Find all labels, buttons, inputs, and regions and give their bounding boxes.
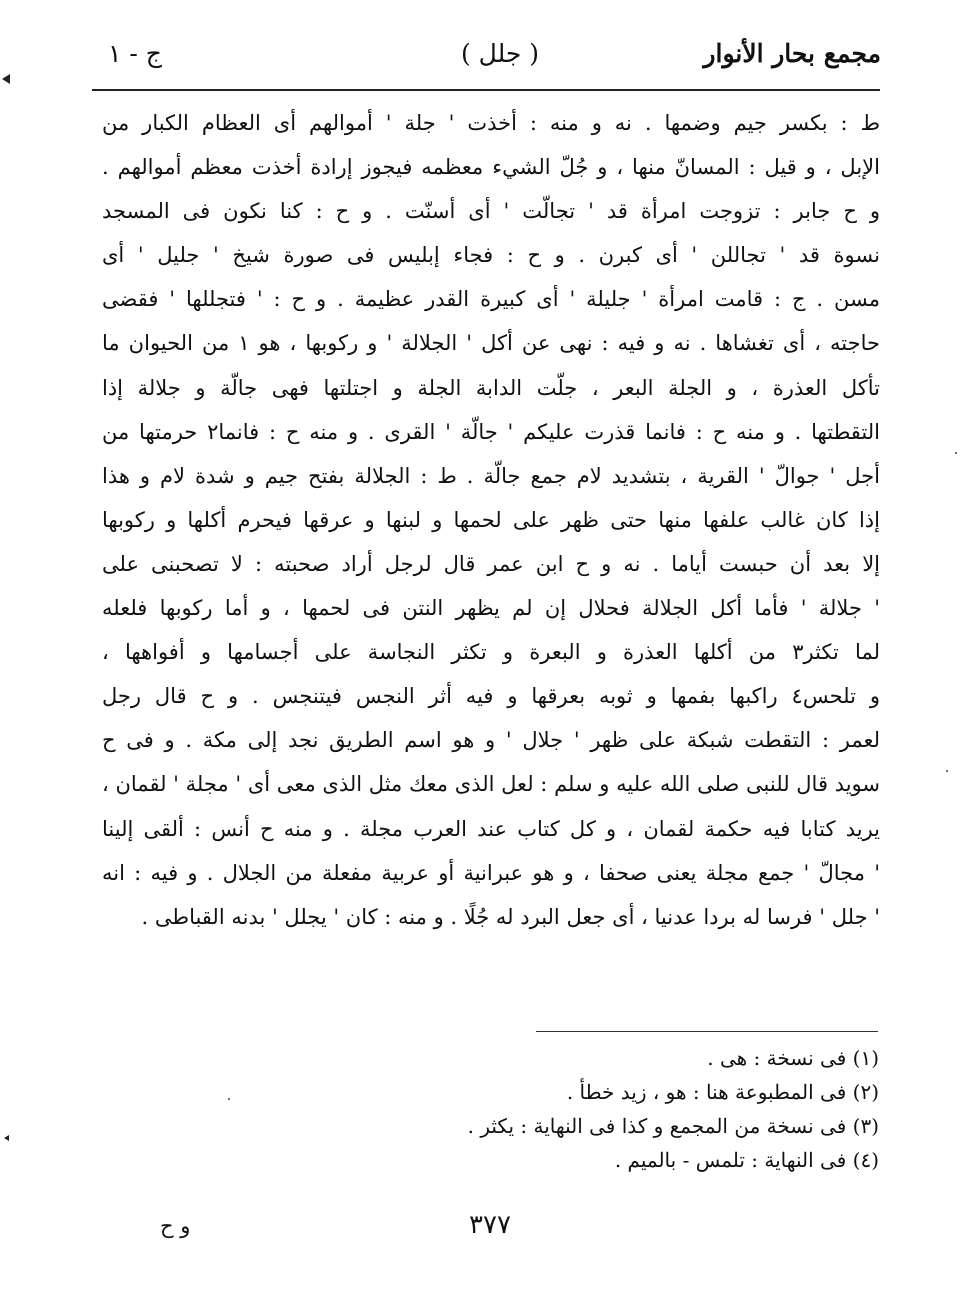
body-line: سويد قال للنبى صلى الله عليه و سلم : لعل الذى معك مثل الذى معى أى ' مجلة ' لقمان ،	[102, 772, 880, 797]
body-line: نسوة قد ' تجاللن ' أى كبرن . و ح : فجاء إبليس فى صورة شيخ ' جليل ' أى	[102, 243, 880, 268]
margin-mark	[2, 74, 10, 84]
page-number: ٣٧٧	[469, 1210, 511, 1240]
body-line: ' مجالّ ' جمع مجلة يعنى صحفا ، و هو عبرانية أو عربية مفعلة من الجلال . و فيه : انه	[102, 860, 880, 885]
body-line: ' جلالة ' فأما أكل الجلالة فحلال إن لم يظهر النتن فى لحمها ، و أما ركوبها فلعله	[102, 596, 880, 621]
footnote: (١) فى نسخة : هى .	[707, 1046, 879, 1070]
entry-heading: ( جلل )	[460, 39, 540, 68]
footnote: (٤) فى النهاية : تلمس - بالميم .	[614, 1148, 879, 1172]
catchword: و ح	[160, 1214, 191, 1238]
volume-number: ج - ١	[108, 39, 162, 68]
body-line: ط : بكسر جيم وضمها . نه و منه : أخذت ' جلة ' أموالهم أى العظام الكبار من	[102, 111, 880, 135]
book-title: مجمع بحار الأنوار	[703, 39, 881, 68]
body-line: التقطتها . و منه ح : فانما قذرت عليكم ' جالّة ' القرى . و منه ح : فانما٢ حرمتها من	[102, 419, 880, 444]
body-line: الإبل ، و قيل : المسانّ منها ، و جُلّ الشيء معظمه فيجوز إرادة أخذت معظم أموالهم .	[102, 155, 880, 180]
body-line: ' جلل ' فرسا له بردا عدنيا ، أى جعل البرد له جُلًا . و منه : كان ' يجلل ' بدنه القباطى .	[141, 904, 880, 929]
speck	[228, 1098, 230, 1100]
body-line: مسن . ج : قامت امرأة ' جليلة ' أى كبيرة القدر عظيمة . و ح : ' فتجللها ' فقضى	[102, 287, 880, 312]
speck	[946, 770, 948, 772]
body-line: لعمر : التقطت شبكة على ظهر ' جلال ' و هو اسم الطريق نجد إلى مكة . و فى ح	[102, 728, 880, 753]
footnotes	[279, 1041, 879, 1177]
body-line: إذا كان غالب علفها منها حتى ظهر على لحمها و لبنها و عرقها فيحرم أكلها و ركوبها	[102, 507, 880, 532]
body-line: لما تكثر٣ من أكلها العذرة و البعرة و تكثر النجاسة على أجسامها و أفواهها ،	[102, 640, 880, 665]
margin-mark	[4, 1135, 9, 1141]
body-line: إلا بعد أن حبست أياما . نه و ح ابن عمر قال لرجل أراد صحبته : لا تصحبنى على	[102, 551, 880, 576]
footnote-rule	[536, 1031, 878, 1032]
body-line: و تلحس٤ راكبها بفمها و ثوبه بعرقها و فيه أثر النجس فيتنجس . و ح قال رجل	[102, 684, 880, 709]
body-line: حاجته ، أى تغشاها . نه و فيه : نهى عن أكل ' الجلالة ' و ركوبها ، هو ١ من الحيوان ما	[102, 331, 880, 356]
header-rule	[92, 89, 880, 91]
footnote: (٢) فى المطبوعة هنا : هو ، زيد خطأ .	[566, 1080, 879, 1104]
body-line: يريد كتابا فيه حكمة لقمان ، و كل كتاب عند العرب مجلة . و منه ح أنس : ألقى إلينا	[102, 816, 880, 841]
speck	[955, 452, 957, 454]
footnote: (٣) فى نسخة من المجمع و كذا فى النهاية : يكثر .	[467, 1114, 879, 1138]
body-line: تأكل العذرة ، و الجلة البعر ، جلّت الدابة الجلة و اجتلتها فهى جالّة و جلالة إذا	[102, 375, 880, 400]
body-text	[102, 101, 880, 939]
body-line: أجل ' جوالّ ' القرية ، بتشديد لام جمع جالّة . ط : الجلالة بفتح جيم و شدة لام و هذا	[102, 463, 880, 488]
body-line: و ح جابر : تزوجت امرأة قد ' تجالّت ' أى أسنّت . و ح : كنا نكون فى المسجد	[102, 199, 880, 224]
